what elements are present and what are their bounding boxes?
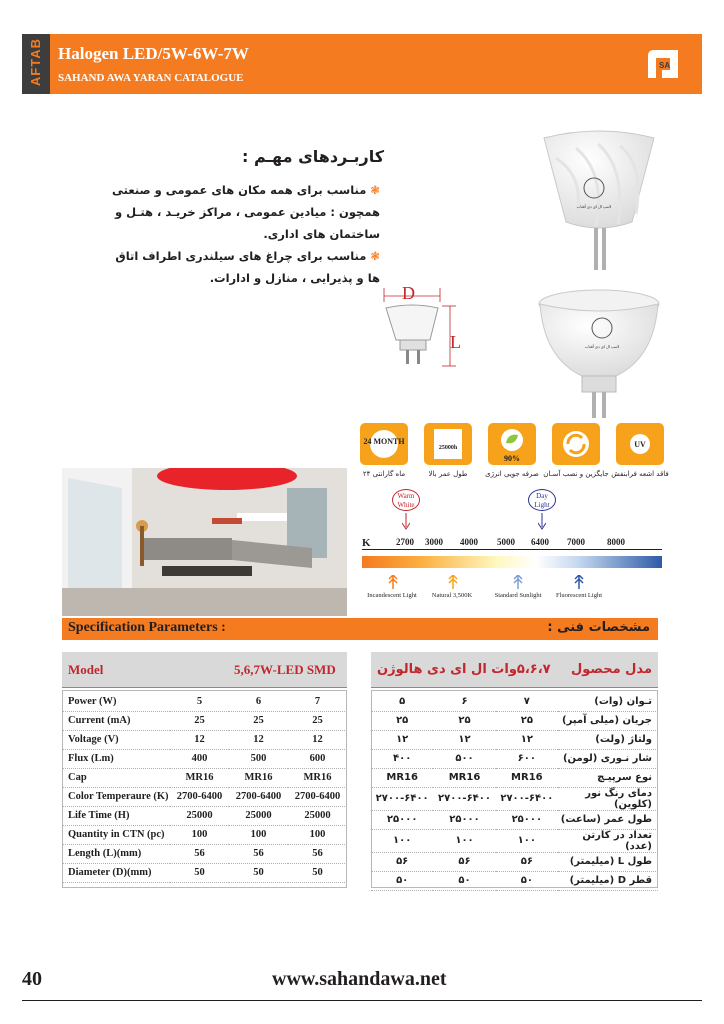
cell-value: 25 — [170, 711, 229, 730]
color-temperature-scale — [362, 489, 662, 619]
cell-value: ۲۷۰۰-۶۴۰۰ — [433, 787, 495, 810]
cell-value: 7 — [288, 692, 347, 711]
cell-value: ۲۷۰۰-۶۴۰۰ — [371, 787, 433, 810]
cell-value: ۶ — [433, 692, 495, 711]
svg-text:24 MONTH: 24 MONTH — [363, 437, 405, 446]
cell-value: 50 — [170, 863, 229, 882]
light-category: Incandescent Light — [367, 592, 417, 599]
cell-value: MR16 — [229, 768, 288, 787]
footer-divider — [22, 1000, 702, 1001]
row-label: دمای رنگ نور (کلوین) — [558, 787, 658, 810]
cell-value: MR16 — [496, 768, 558, 787]
cell-value: ۵۶ — [433, 852, 495, 871]
room-photo — [62, 468, 347, 616]
cell-value: 50 — [229, 863, 288, 882]
table-row — [62, 787, 347, 806]
svg-text:لامپ ال ای دی آفتاب: لامپ ال ای دی آفتاب — [576, 204, 612, 209]
cell-value: ۵۰ — [433, 871, 495, 890]
cell-value: 25000 — [170, 806, 229, 825]
cell-value: 12 — [170, 730, 229, 749]
cell-value: 25 — [288, 711, 347, 730]
cell-value: ۲۵ — [433, 711, 495, 730]
table-row — [371, 810, 658, 829]
cell-value: ۶۰۰ — [496, 749, 558, 768]
light-category: Standard Sunlight — [494, 592, 542, 599]
row-label: شار نـوری (لومن) — [558, 749, 658, 768]
cell-value: ۲۵۰۰۰ — [371, 810, 433, 829]
cell-value: 100 — [229, 825, 288, 844]
table-row — [62, 692, 347, 711]
day-light-badge: Day Light — [528, 489, 556, 511]
kelvin-tick: 2700 — [396, 537, 414, 547]
table-row — [62, 730, 347, 749]
kelvin-tick: 8000 — [607, 537, 625, 547]
cell-value: 25000 — [288, 806, 347, 825]
kelvin-tick: 4000 — [460, 537, 478, 547]
feature-label: صرفه جویی انرژی — [485, 470, 539, 478]
model-value: ۵،۶،۷وات ال ای دی هالوژن — [377, 662, 551, 677]
warranty-icon — [360, 423, 408, 465]
cell-value: ۵ — [371, 692, 433, 711]
row-label: تعداد در کارتن (عدد) — [558, 829, 658, 852]
row-label: Cap — [62, 768, 170, 787]
cell-value: 500 — [229, 749, 288, 768]
table-row — [371, 692, 658, 711]
table-row — [62, 768, 347, 787]
row-label: جریان (میلی آمپر) — [558, 711, 658, 730]
model-value: 5,6,7W-LED SMD — [234, 662, 336, 677]
cell-value: ۱۲ — [371, 730, 433, 749]
cell-value: ۱۰۰ — [371, 829, 433, 852]
row-label: Current (mA) — [62, 711, 170, 730]
table-row — [371, 787, 658, 810]
table-row — [371, 829, 658, 852]
warm-arrow-icon — [402, 513, 410, 533]
table-row — [62, 749, 347, 768]
cell-value: 56 — [170, 844, 229, 863]
feature-label: طول عمر بالا — [428, 470, 468, 478]
bullet-icon: ❃ — [366, 249, 380, 263]
feature-label: فاقد اشعه فرابنفش — [611, 470, 669, 478]
warm-white-badge: Warm White — [392, 489, 420, 511]
table-row — [371, 730, 658, 749]
cell-value: ۵۶ — [371, 852, 433, 871]
spec-title-fa: مشخصات فنی : — [547, 620, 650, 635]
table-row — [371, 852, 658, 871]
cell-value: 56 — [229, 844, 288, 863]
row-label: Length (L)(mm) — [62, 844, 170, 863]
model-label: Model — [68, 662, 104, 677]
row-label: ولتاژ (ولت) — [558, 730, 658, 749]
cell-value: ۲۵۰۰۰ — [433, 810, 495, 829]
cell-value: ۵۰۰ — [433, 749, 495, 768]
cell-value: ۱۰۰ — [496, 829, 558, 852]
natural-lamp-icon — [448, 575, 458, 591]
cell-value: 50 — [288, 863, 347, 882]
svg-text:لامپ ال ای دی آفتاب: لامپ ال ای دی آفتاب — [584, 344, 620, 349]
lamp-image-bottom — [534, 278, 664, 424]
table-row — [62, 863, 347, 882]
header-banner — [22, 34, 702, 94]
cell-value: 12 — [288, 730, 347, 749]
easy-install-icon — [552, 423, 600, 465]
row-label: Quantity in CTN (pc) — [62, 825, 170, 844]
cell-value: ۵۶ — [496, 852, 558, 871]
page-title: Halogen LED/5W-6W-7W — [58, 44, 249, 63]
cell-value: ۲۵ — [371, 711, 433, 730]
page-subtitle: SAHAND AWA YARAN CATALOGUE — [58, 72, 244, 84]
cell-value: ۵۰ — [371, 871, 433, 890]
incandescent-lamp-icon — [388, 575, 398, 591]
cell-value: MR16 — [371, 768, 433, 787]
table-row — [62, 825, 347, 844]
cell-value: ۲۵ — [496, 711, 558, 730]
kelvin-axis — [362, 549, 662, 550]
cell-value: ۴۰۰ — [371, 749, 433, 768]
cell-value: 100 — [288, 825, 347, 844]
uses-title: کاربـردهای مهـم : — [242, 147, 384, 166]
cell-value: MR16 — [433, 768, 495, 787]
cell-value: MR16 — [170, 768, 229, 787]
row-label: Flux (Lm) — [62, 749, 170, 768]
feature-icons — [360, 423, 669, 493]
cell-value: 6 — [229, 692, 288, 711]
table-row — [371, 768, 658, 787]
row-label: نوع سرپیـچ — [558, 768, 658, 787]
kelvin-tick: 6400 — [531, 537, 549, 547]
bullet-icon: ❃ — [366, 183, 380, 197]
cell-value: 400 — [170, 749, 229, 768]
cell-value: 2700-6400 — [170, 787, 229, 806]
row-label: تـوان (وات) — [558, 692, 658, 711]
kelvin-tick: 3000 — [425, 537, 443, 547]
feature-label: ۲۴ ماه گارانتی — [362, 470, 406, 478]
row-label: قطر D (میلیمتر) — [558, 871, 658, 890]
cell-value: 12 — [229, 730, 288, 749]
svg-text:25000h: 25000h — [438, 445, 458, 451]
kelvin-unit: K — [362, 537, 371, 549]
cell-value: 25 — [229, 711, 288, 730]
cell-value: 5 — [170, 692, 229, 711]
svg-text:90%: 90% — [504, 454, 520, 463]
cell-value: ۲۷۰۰-۶۴۰۰ — [496, 787, 558, 810]
cell-value: 25000 — [229, 806, 288, 825]
company-logo-icon — [642, 44, 684, 86]
model-header-en — [62, 652, 347, 688]
row-label: طول L (میلیمتر) — [558, 852, 658, 871]
cell-value: 100 — [170, 825, 229, 844]
cell-value: ۱۰۰ — [433, 829, 495, 852]
table-row — [371, 871, 658, 890]
row-label: طول عمر (ساعت) — [558, 810, 658, 829]
cell-value: 2700-6400 — [229, 787, 288, 806]
spec-header-bar — [62, 618, 658, 640]
no-uv-icon — [616, 423, 664, 465]
cell-value: ۷ — [496, 692, 558, 711]
cell-value: ۵۰ — [496, 871, 558, 890]
uses-item: ❃ مناسب برای همه مکان های عمومی و صنعتی همچون : میادین عمومی ، مراکز خریـد ، هتـل و ساختمان های اداری. — [112, 183, 380, 241]
table-row — [62, 844, 347, 863]
light-category: Fluorescent Light — [555, 592, 603, 599]
dimension-l-label: L — [450, 332, 461, 352]
kelvin-tick: 7000 — [567, 537, 585, 547]
spec-table-en — [62, 692, 347, 883]
cell-value: 2700-6400 — [288, 787, 347, 806]
svg-text:UV: UV — [634, 440, 646, 449]
light-category: Natural 3,500K — [431, 592, 473, 599]
cell-value: MR16 — [288, 768, 347, 787]
brand-strip — [22, 34, 50, 94]
sunlight-lamp-icon — [513, 575, 523, 591]
row-label: Voltage (V) — [62, 730, 170, 749]
row-label: Color Temperaure (K) — [62, 787, 170, 806]
model-header-fa — [371, 652, 658, 688]
table-row — [371, 711, 658, 730]
fluorescent-lamp-icon — [574, 575, 584, 591]
spec-title-en: Specification Parameters : — [68, 620, 226, 635]
model-label: مدل محصول — [570, 662, 652, 677]
table-row — [62, 806, 347, 825]
row-label: Power (W) — [62, 692, 170, 711]
uses-item: ❃ مناسب برای چراغ های سیلندری اطراف اتاق ها و پذیرایی ، منازل و ادارات. — [115, 249, 380, 285]
brand-logo-text: AFTAB — [28, 38, 43, 87]
svg-text:SA: SA — [659, 61, 671, 70]
spec-table-fa — [371, 692, 658, 891]
dimension-d-label: D — [402, 283, 415, 303]
row-label: Diameter (D)(mm) — [62, 863, 170, 882]
table-row — [62, 711, 347, 730]
lifetime-icon — [424, 423, 472, 465]
page-number: 40 — [22, 968, 42, 990]
table-row — [371, 749, 658, 768]
cell-value: ۱۲ — [496, 730, 558, 749]
row-label: Life Time (H) — [62, 806, 170, 825]
cell-value: 56 — [288, 844, 347, 863]
website-link[interactable]: www.sahandawa.net — [272, 968, 447, 990]
dimension-diagram — [376, 282, 486, 372]
uses-list — [100, 179, 380, 289]
cell-value: ۱۲ — [433, 730, 495, 749]
day-arrow-icon — [538, 513, 546, 533]
kelvin-tick: 5000 — [497, 537, 515, 547]
cell-value: ۲۵۰۰۰ — [496, 810, 558, 829]
kelvin-gradient — [362, 556, 662, 568]
cell-value: 600 — [288, 749, 347, 768]
lamp-image-top — [536, 118, 662, 278]
energy-saving-icon — [488, 423, 536, 465]
feature-label: جایگزین و نصب آسـان — [543, 470, 609, 478]
